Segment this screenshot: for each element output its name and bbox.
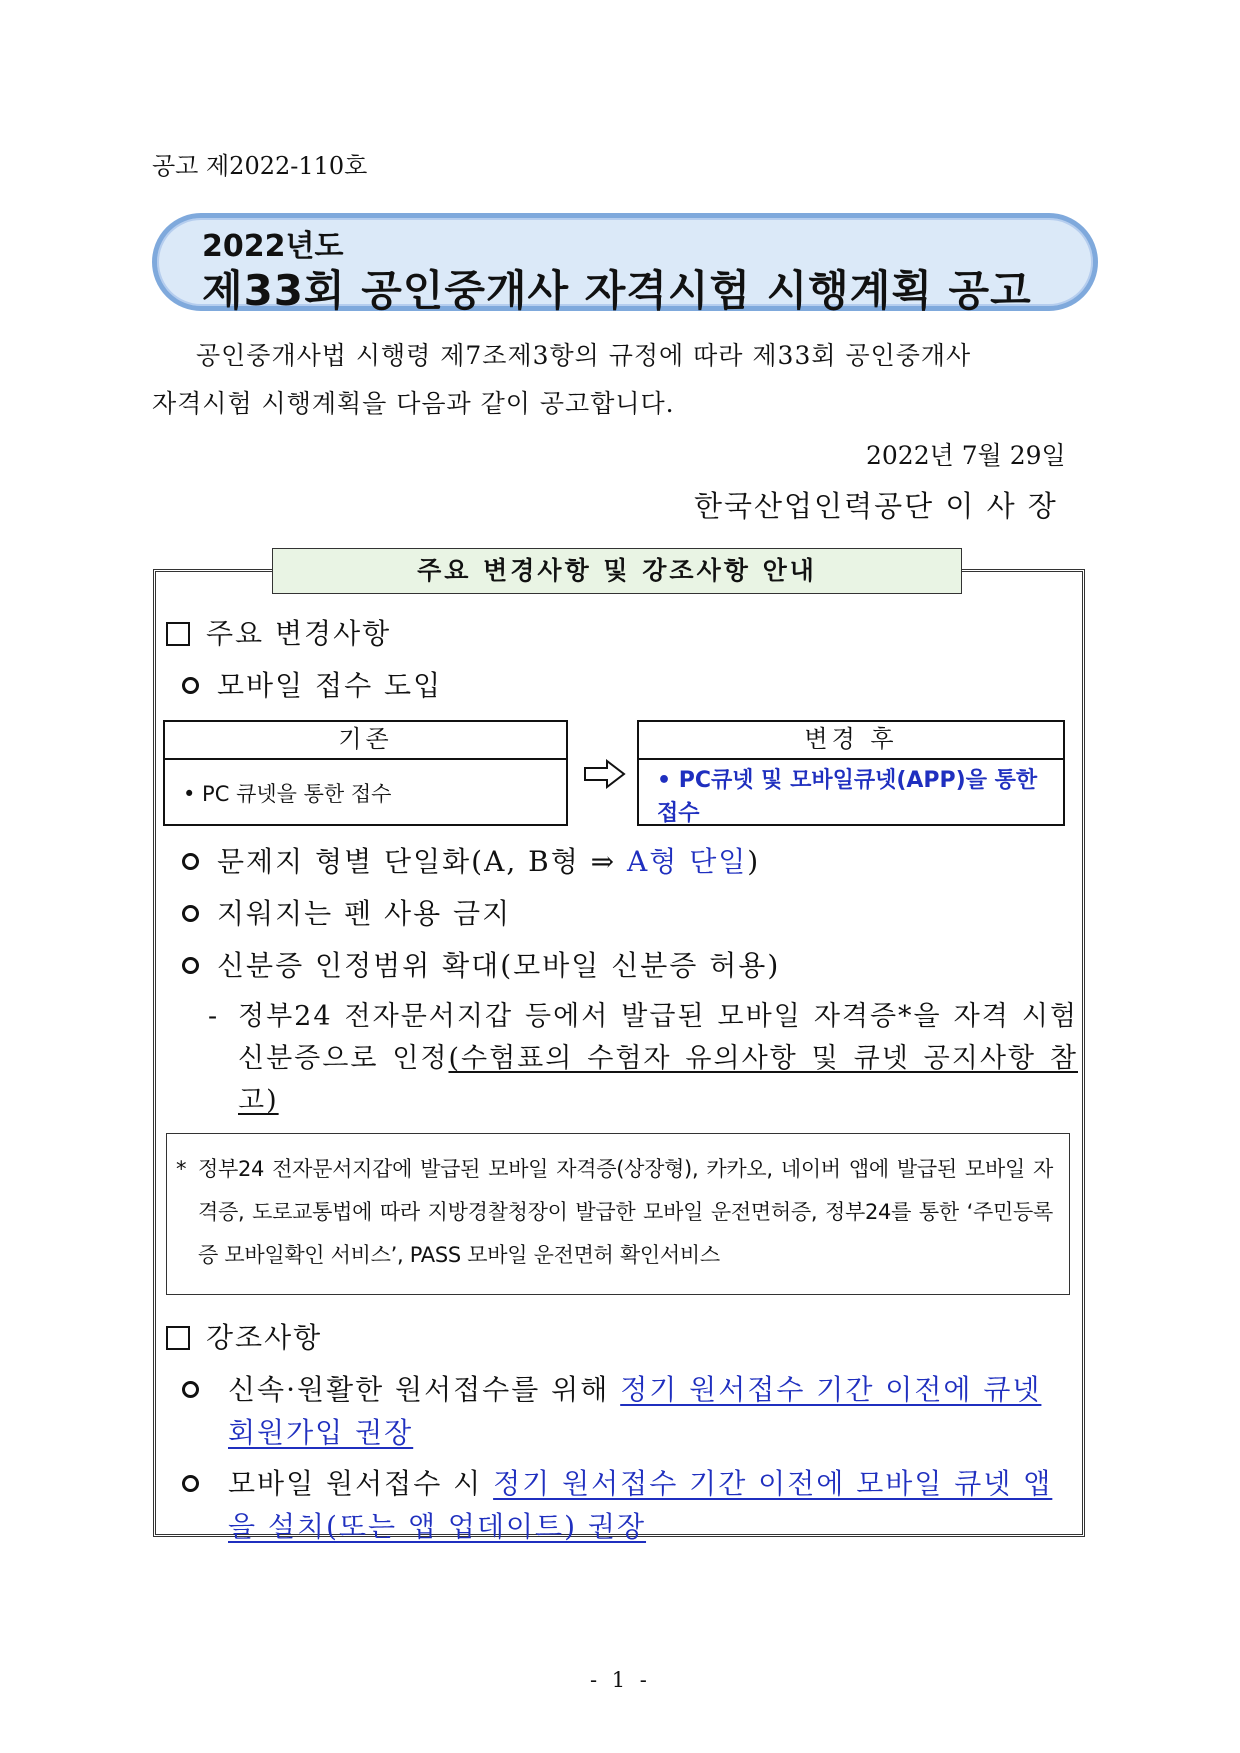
- circle-bullet-icon: [182, 677, 199, 694]
- comparison-after-item: • PC큐넷 및 모바일큐넷(APP)을 통한 접수: [657, 768, 1038, 826]
- bullet-paper-type-unification: [182, 840, 760, 880]
- section-title: 주요 변경사항: [206, 617, 392, 650]
- app-install-link[interactable]: 정기 원서접수 기간 이전에 모바일 큐넷 앱을 설치(또는 앱 업데이트) 권장: [228, 1467, 1053, 1543]
- circle-bullet-icon: [182, 905, 199, 922]
- page-title: 제33회 공인중개사 자격시험 시행계획 공고: [202, 266, 1032, 315]
- bullet-text: 신분증 인정범위 확대(모바일 신분증 허용): [217, 949, 781, 982]
- id-detail-reference: (수험표의 수험자 유의사항 및 큐넷 공지사항 참고): [238, 1043, 1078, 1116]
- comparison-before: [163, 720, 568, 826]
- section-emphasis: [166, 1316, 322, 1356]
- bullet-text: 신속·원활한 원서접수를 위해: [228, 1373, 621, 1406]
- page-number: - 1 -: [590, 1668, 651, 1692]
- notice-date: 2022년 7월 29일: [866, 441, 1066, 470]
- comparison-after-label: 변경 후: [639, 722, 1063, 760]
- bullet-text: 모바일 원서접수 시: [228, 1467, 494, 1500]
- bullet-text: 문제지 형별 단일화(A, B형 ⇒: [217, 845, 628, 878]
- section-major-changes: [166, 612, 391, 652]
- circle-bullet-icon: [182, 1475, 199, 1492]
- checkbox-square-icon: [166, 1326, 190, 1350]
- dash-bullet: -: [208, 1001, 220, 1032]
- title-year: 2022년도: [202, 229, 344, 264]
- summary-box-header: 주요 변경사항 및 강조사항 안내: [272, 548, 962, 594]
- circle-bullet-icon: [182, 1381, 199, 1398]
- bullet-text: 모바일 접수 도입: [217, 669, 443, 702]
- comparison-before-item: • PC 큐넷을 통한 접수: [183, 782, 392, 806]
- bullet-text-suffix: ): [747, 845, 761, 878]
- circle-bullet-icon: [182, 957, 199, 974]
- intro-paragraph-line2: 자격시험 시행계획을 다음과 같이 공고합니다.: [152, 389, 675, 418]
- footnote-marker: *: [176, 1157, 187, 1181]
- intro-paragraph-line1: 공인중개사법 시행령 제7조제3항의 규정에 따라 제33회 공인중개사: [196, 341, 972, 370]
- bullet-highlight: A형 단일: [627, 845, 748, 878]
- comparison-after: [637, 720, 1065, 826]
- bullet-erasable-pen: [182, 892, 511, 932]
- notice-number: 공고 제2022-110호: [152, 152, 368, 180]
- comparison-before-label: 기존: [165, 722, 566, 760]
- early-signup-link[interactable]: 정기 원서접수 기간 이전에 큐넷 회원가입 권장: [228, 1373, 1042, 1449]
- bullet-mobile-application: [182, 664, 442, 704]
- issuer: 한국산업인력공단 이 사 장: [694, 489, 1058, 523]
- bullet-id-expansion: [182, 944, 780, 984]
- id-detail-text: 정부24 전자문서지갑 등에서 발급된 모바일 자격증*을 자격 시험 신분증으로 인정: [238, 1001, 1078, 1074]
- circle-bullet-icon: [182, 853, 199, 870]
- bullet-text: 지워지는 펜 사용 금지: [217, 897, 512, 930]
- section-title: 강조사항: [206, 1321, 323, 1354]
- right-arrow-icon: [583, 759, 627, 789]
- checkbox-square-icon: [166, 622, 190, 646]
- footnote-text: 정부24 전자문서지갑에 발급된 모바일 자격증(상장형), 카카오, 네이버 앱에 발급된 모바일 자격증, 도로교통법에 따라 지방경찰청장이 발급한 모바일 운전면허증, 정부24를 통한 ‘주민등록증 모바일확인 서비스’, PASS 모바일 운전면허 확인서비스: [198, 1157, 1053, 1267]
